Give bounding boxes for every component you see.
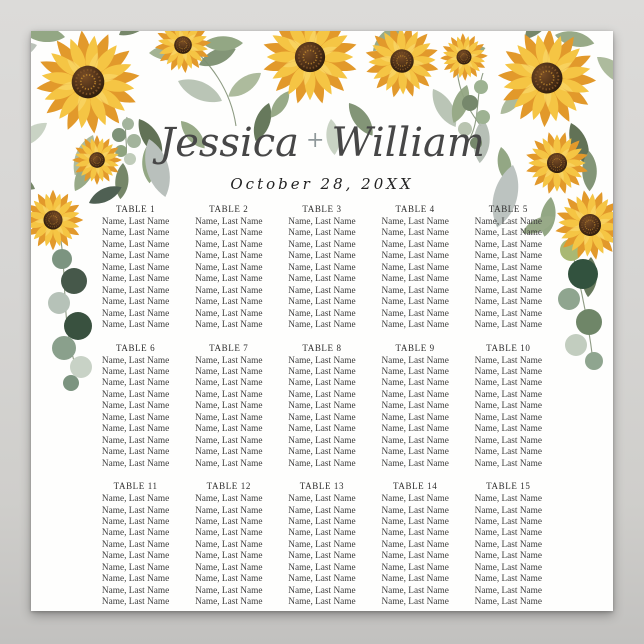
guest-name: Name, Last Name (101, 285, 170, 296)
guest-name: Name, Last Name (195, 574, 263, 585)
guest-name: Name, Last Name (195, 585, 263, 596)
guest-name: Name, Last Name (195, 239, 263, 250)
guest-name: Name, Last Name (474, 516, 543, 527)
guest-name: Name, Last Name (195, 597, 263, 608)
table-label: TABLE 3 (302, 204, 342, 214)
guest-name: Name, Last Name (288, 251, 356, 262)
table-label: TABLE 10 (486, 342, 531, 353)
guest-name: Name, Last Name (381, 551, 449, 562)
guest-name: Name, Last Name (474, 585, 543, 596)
guest-name: Name, Last Name (101, 539, 170, 550)
guest-name: Name, Last Name (381, 447, 449, 458)
guest-name: Name, Last Name (381, 378, 449, 389)
guest-name: Name, Last Name (101, 585, 170, 596)
guest-name: Name, Last Name (474, 562, 543, 573)
table-block (462, 481, 555, 609)
guest-name: Name, Last Name (288, 297, 356, 308)
guest-name: Name, Last Name (288, 308, 356, 319)
table-label: TABLE 2 (209, 204, 249, 214)
guest-name: Name, Last Name (195, 251, 263, 262)
guest-name: Name, Last Name (381, 528, 449, 539)
table-label: TABLE 8 (302, 342, 342, 353)
guest-name: Name, Last Name (195, 262, 263, 273)
guest-name: Name, Last Name (101, 424, 170, 435)
guest-name: Name, Last Name (474, 320, 543, 331)
guest-name: Name, Last Name (474, 551, 543, 562)
guest-name: Name, Last Name (381, 217, 449, 227)
eucalyptus-branch-left-icon (48, 249, 92, 391)
table-label: TABLE 1 (115, 204, 156, 214)
guest-name: Name, Last Name (288, 585, 356, 596)
guest-name: Name, Last Name (101, 274, 170, 285)
guest-name: Name, Last Name (288, 285, 356, 296)
guest-name: Name, Last Name (101, 435, 170, 446)
guest-name: Name, Last Name (101, 217, 170, 227)
guest-name: Name, Last Name (195, 412, 263, 423)
guest-name: Name, Last Name (288, 458, 356, 469)
guest-name: Name, Last Name (288, 528, 356, 539)
guest-name: Name, Last Name (195, 401, 263, 412)
table-label: TABLE 12 (206, 481, 251, 492)
guest-name: Name, Last Name (474, 285, 543, 296)
guest-name: Name, Last Name (381, 458, 449, 469)
guest-name: Name, Last Name (474, 539, 543, 550)
guest-name: Name, Last Name (381, 516, 449, 527)
guest-name: Name, Last Name (474, 505, 543, 516)
guest-name: Name, Last Name (101, 447, 170, 458)
guest-name: Name, Last Name (288, 516, 356, 527)
guest-name: Name, Last Name (381, 320, 449, 331)
guest-name: Name, Last Name (288, 355, 356, 366)
guest-name: Name, Last Name (101, 239, 170, 250)
table-label: TABLE 11 (113, 481, 158, 492)
table-block (369, 343, 462, 471)
couple-names (31, 115, 613, 169)
table-block (89, 481, 182, 609)
table-block (462, 343, 555, 471)
guest-name: Name, Last Name (101, 574, 170, 585)
guest-name: Name, Last Name (288, 562, 356, 573)
guest-name: Name, Last Name (474, 447, 543, 458)
guest-name: Name, Last Name (474, 389, 543, 400)
bride-name: Jessica (159, 120, 299, 166)
guest-name: Name, Last Name (195, 447, 263, 458)
guest-name: Name, Last Name (381, 239, 449, 250)
table-block (275, 204, 368, 332)
guest-name: Name, Last Name (195, 528, 263, 539)
guest-name: Name, Last Name (195, 435, 263, 446)
guest-name: Name, Last Name (288, 389, 356, 400)
guest-name: Name, Last Name (474, 424, 543, 435)
guest-name: Name, Last Name (474, 435, 543, 446)
guest-name: Name, Last Name (381, 308, 449, 319)
guest-name: Name, Last Name (288, 539, 356, 550)
guest-name: Name, Last Name (288, 320, 356, 331)
guest-name: Name, Last Name (288, 366, 356, 377)
guest-name: Name, Last Name (195, 297, 263, 308)
table-block (182, 481, 275, 609)
guest-name: Name, Last Name (474, 228, 543, 239)
guest-name: Name, Last Name (195, 228, 263, 239)
guest-name: Name, Last Name (474, 251, 543, 262)
table-label: TABLE 13 (299, 481, 345, 492)
tables-grid (89, 204, 555, 609)
guest-name: Name, Last Name (288, 378, 356, 389)
guest-name: Name, Last Name (195, 217, 263, 227)
guest-name: Name, Last Name (288, 239, 356, 250)
guest-name: Name, Last Name (101, 505, 170, 516)
guest-name: Name, Last Name (101, 494, 170, 505)
table-label: TABLE 4 (395, 204, 435, 214)
guest-name: Name, Last Name (381, 355, 449, 366)
guest-name: Name, Last Name (474, 366, 543, 377)
guest-name: Name, Last Name (474, 355, 543, 366)
guest-name: Name, Last Name (101, 262, 170, 273)
guest-name: Name, Last Name (288, 551, 356, 562)
guest-name: Name, Last Name (195, 516, 263, 527)
table-label: TABLE 15 (486, 481, 531, 492)
guest-name: Name, Last Name (288, 412, 356, 423)
table-block (369, 481, 462, 609)
guest-name: Name, Last Name (288, 597, 356, 608)
guest-name: Name, Last Name (474, 494, 543, 505)
guest-name: Name, Last Name (381, 494, 449, 505)
table-block (369, 204, 462, 332)
guest-name: Name, Last Name (101, 458, 170, 469)
guest-name: Name, Last Name (101, 389, 170, 400)
table-block (462, 204, 555, 332)
guest-name: Name, Last Name (381, 539, 449, 550)
guest-name: Name, Last Name (381, 574, 449, 585)
guest-name: Name, Last Name (101, 251, 170, 262)
guest-name: Name, Last Name (381, 251, 449, 262)
guest-name: Name, Last Name (101, 355, 170, 366)
guest-name: Name, Last Name (288, 574, 356, 585)
guest-name: Name, Last Name (381, 366, 449, 377)
table-label: TABLE 14 (392, 481, 438, 492)
guest-name: Name, Last Name (195, 285, 263, 296)
guest-name: Name, Last Name (288, 401, 356, 412)
guest-name: Name, Last Name (381, 285, 449, 296)
guest-name: Name, Last Name (381, 228, 449, 239)
guest-name: Name, Last Name (381, 297, 449, 308)
table-label: TABLE 6 (115, 342, 156, 353)
guest-name: Name, Last Name (381, 389, 449, 400)
guest-name: Name, Last Name (195, 389, 263, 400)
guest-name: Name, Last Name (381, 562, 449, 573)
table-label: TABLE 7 (209, 342, 249, 353)
guest-name: Name, Last Name (381, 274, 449, 285)
guest-name: Name, Last Name (474, 308, 543, 319)
table-block (182, 204, 275, 332)
guest-name: Name, Last Name (474, 378, 543, 389)
guest-name: Name, Last Name (474, 401, 543, 412)
guest-name: Name, Last Name (474, 412, 543, 423)
guest-name: Name, Last Name (195, 562, 263, 573)
guest-name: Name, Last Name (101, 228, 170, 239)
guest-name: Name, Last Name (101, 412, 170, 423)
guest-name: Name, Last Name (474, 528, 543, 539)
guest-name: Name, Last Name (381, 401, 449, 412)
guest-name: Name, Last Name (101, 551, 170, 562)
guest-name: Name, Last Name (195, 366, 263, 377)
guest-name: Name, Last Name (288, 494, 356, 505)
guest-name: Name, Last Name (381, 435, 449, 446)
seating-chart-poster (31, 31, 613, 611)
guest-name: Name, Last Name (101, 378, 170, 389)
guest-name: Name, Last Name (195, 458, 263, 469)
guest-name: Name, Last Name (101, 308, 170, 319)
guest-name: Name, Last Name (195, 494, 263, 505)
guest-name: Name, Last Name (101, 516, 170, 527)
guest-name: Name, Last Name (195, 320, 263, 331)
table-label: TABLE 5 (488, 204, 528, 214)
guest-name: Name, Last Name (195, 539, 263, 550)
guest-name: Name, Last Name (474, 458, 543, 469)
guest-name: Name, Last Name (195, 505, 263, 516)
guest-name: Name, Last Name (474, 274, 543, 285)
guest-name: Name, Last Name (288, 435, 356, 446)
guest-name: Name, Last Name (195, 551, 263, 562)
guest-name: Name, Last Name (288, 424, 356, 435)
guest-name: Name, Last Name (474, 262, 543, 273)
guest-name: Name, Last Name (195, 274, 263, 285)
guest-name: Name, Last Name (195, 378, 263, 389)
table-block (89, 204, 182, 332)
guest-name: Name, Last Name (195, 308, 263, 319)
guest-name: Name, Last Name (381, 424, 449, 435)
guest-name: Name, Last Name (474, 217, 543, 227)
guest-name: Name, Last Name (381, 597, 449, 608)
guest-name: Name, Last Name (288, 228, 356, 239)
guest-name: Name, Last Name (381, 505, 449, 516)
groom-name: William (331, 120, 485, 166)
guest-name: Name, Last Name (101, 562, 170, 573)
table-block (275, 343, 368, 471)
guest-name: Name, Last Name (288, 447, 356, 458)
wedding-date: October 28, 20XX (230, 175, 414, 193)
table-block (182, 343, 275, 471)
guest-name: Name, Last Name (474, 297, 543, 308)
guest-name: Name, Last Name (474, 574, 543, 585)
guest-name: Name, Last Name (288, 274, 356, 285)
table-block (275, 481, 368, 609)
guest-name: Name, Last Name (381, 412, 449, 423)
table-block (89, 343, 182, 471)
guest-name: Name, Last Name (101, 297, 170, 308)
guest-name: Name, Last Name (288, 217, 356, 227)
guest-name: Name, Last Name (288, 262, 356, 273)
table-label: TABLE 9 (395, 342, 435, 353)
guest-name: Name, Last Name (381, 585, 449, 596)
guest-name: Name, Last Name (195, 424, 263, 435)
plus-sign: + (306, 128, 325, 153)
guest-name: Name, Last Name (474, 239, 543, 250)
guest-name: Name, Last Name (101, 366, 170, 377)
guest-name: Name, Last Name (195, 355, 263, 366)
guest-name: Name, Last Name (101, 401, 170, 412)
guest-name: Name, Last Name (101, 528, 170, 539)
guest-name: Name, Last Name (474, 597, 543, 608)
guest-name: Name, Last Name (101, 320, 170, 331)
guest-name: Name, Last Name (381, 262, 449, 273)
guest-name: Name, Last Name (288, 505, 356, 516)
guest-name: Name, Last Name (101, 597, 170, 608)
